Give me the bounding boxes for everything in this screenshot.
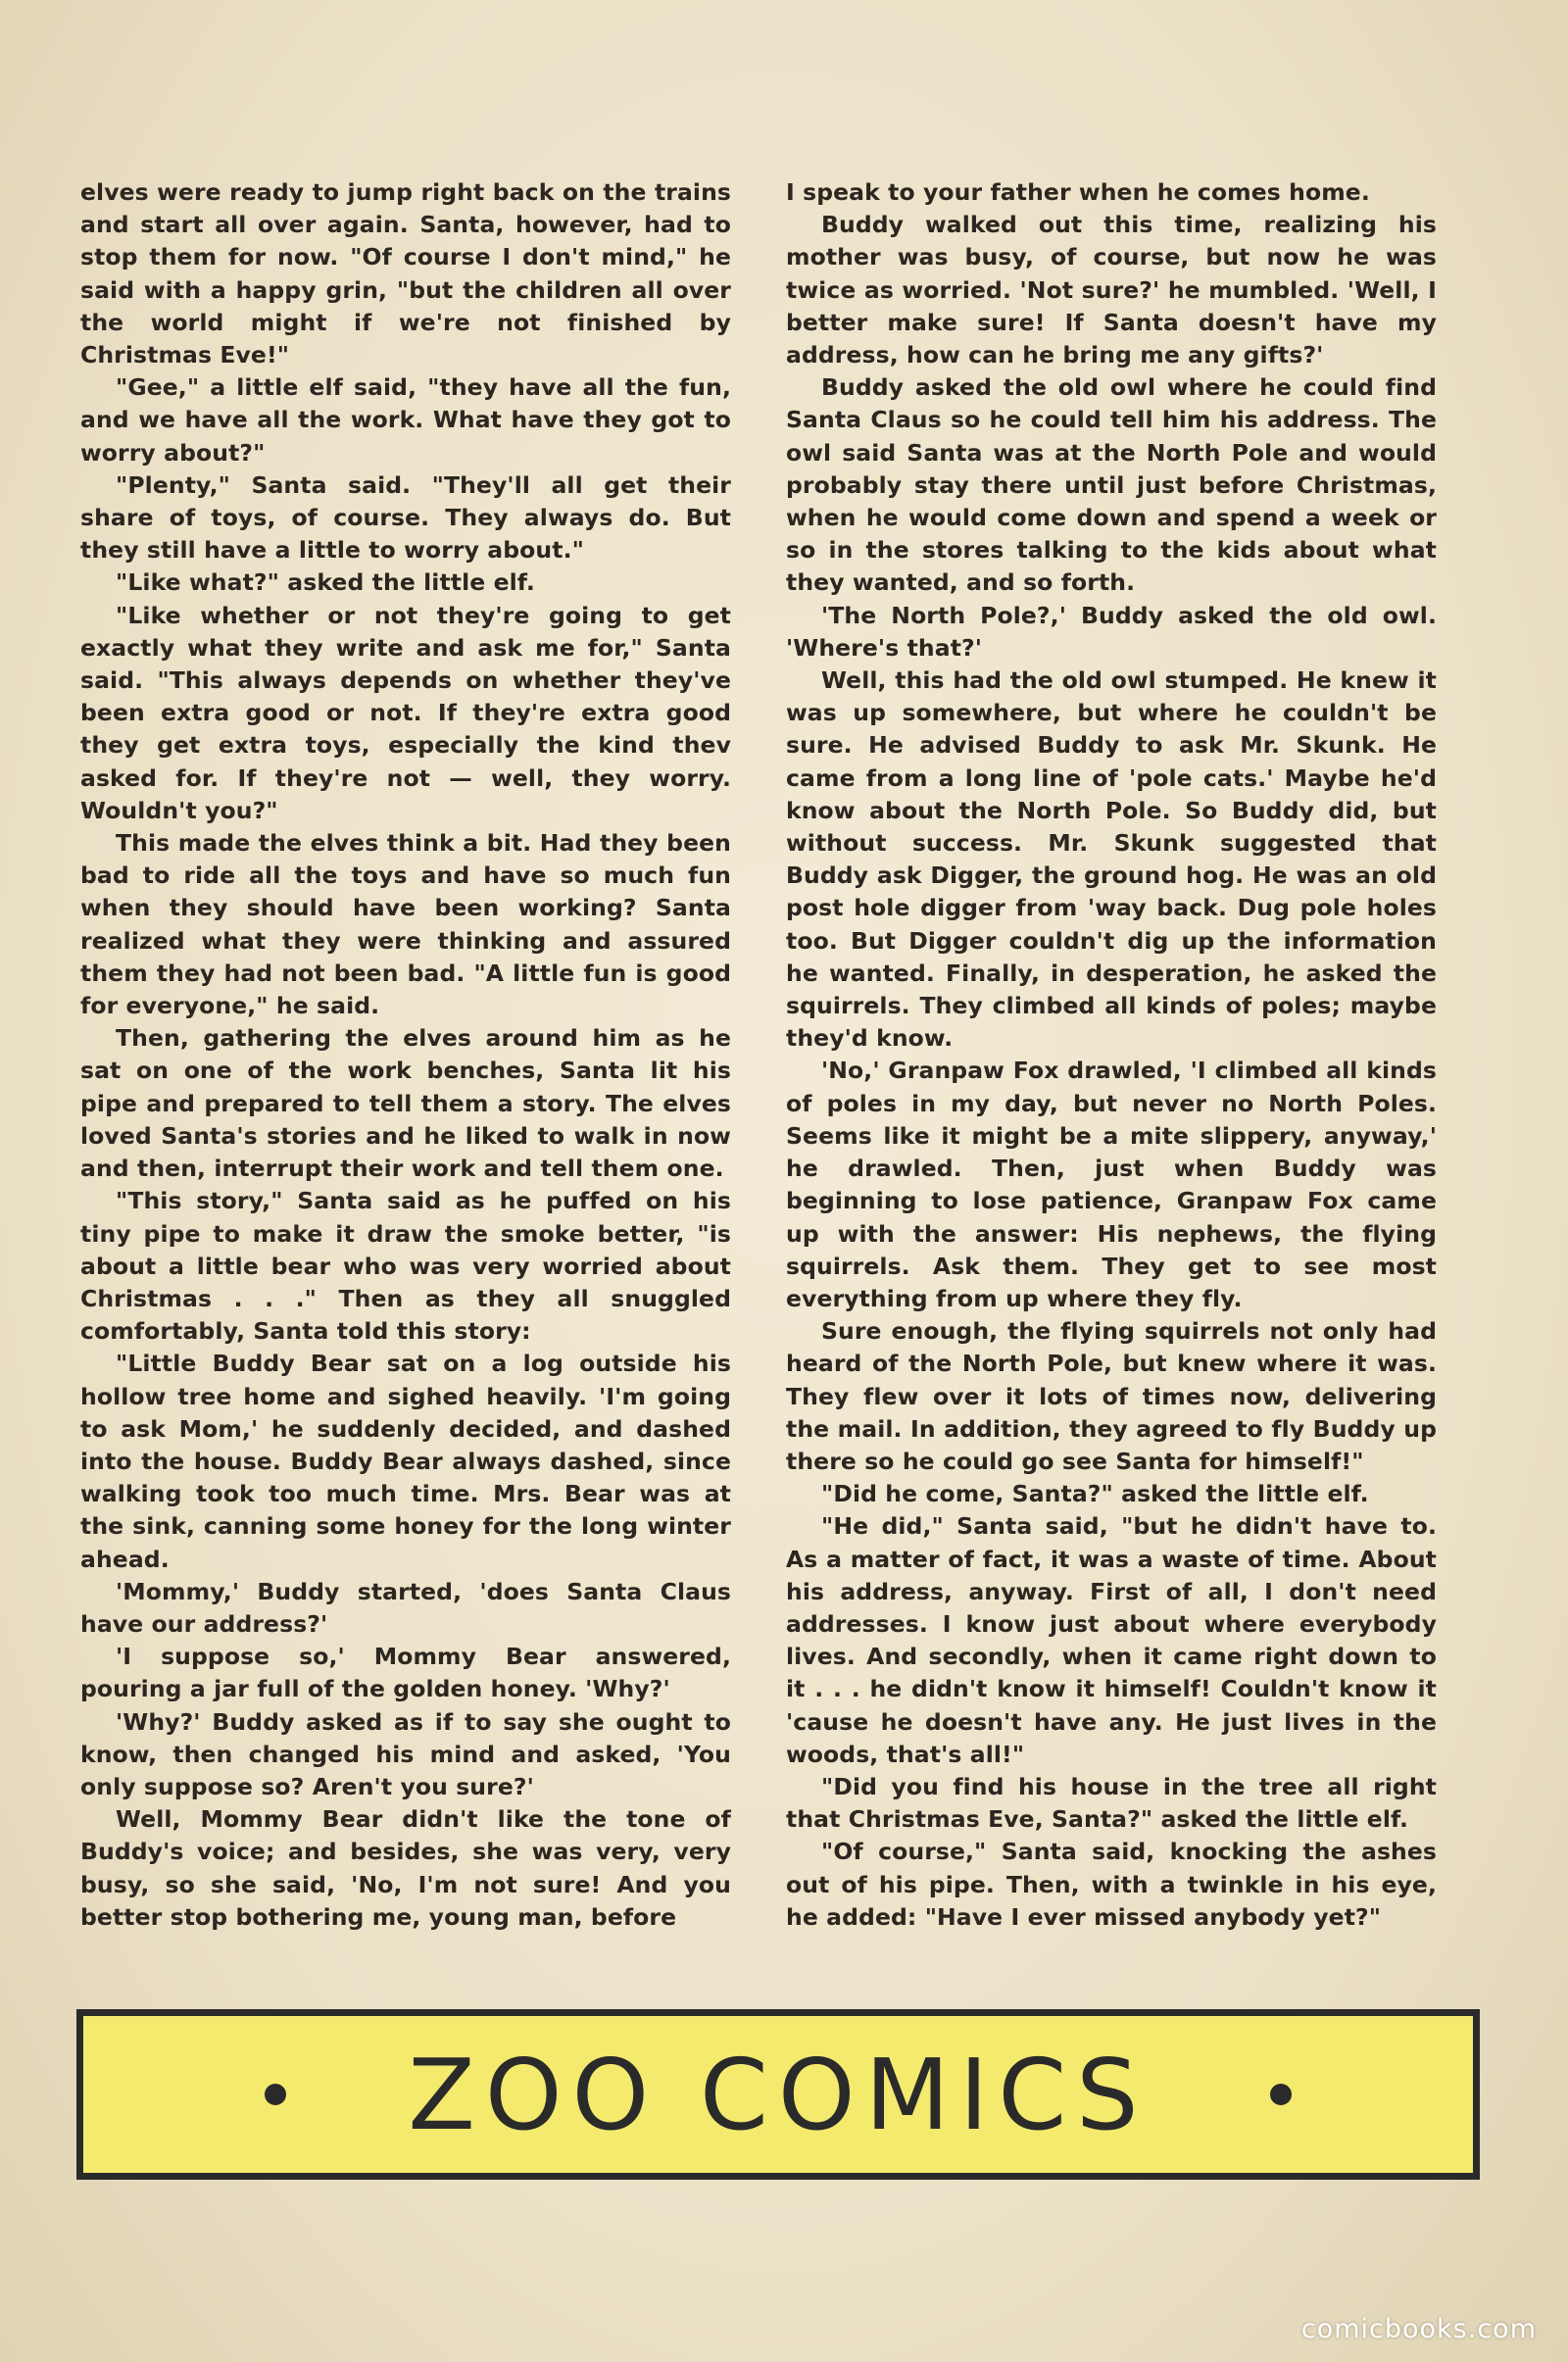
story-paragraph: 'I suppose so,' Mommy Bear answered, pouring a jar full of the golden honey. 'Why?' xyxy=(80,1643,731,1703)
story-paragraph: "Little Buddy Bear sat on a log outside his hollow tree home and sighed heavily. 'I'm going to ask Mom,' he suddenly decided, and dashed into the house. Buddy Bear always dashed, since walking took too much time. Mrs. Bear was at the sink, canning some honey for the long winter ahead. xyxy=(80,1350,731,1573)
story-paragraph: This made the elves think a bit. Had they been bad to ride all the toys and have so much fun when they should have been working? Santa realized what they were thinking and assured them they had not been bad. "A little fun is good for everyone," he said. xyxy=(80,829,731,1020)
story-paragraph: "Plenty," Santa said. "They'll all get their share of toys, of course. They always do. But they still have a little to worry about." xyxy=(80,470,731,565)
story-paragraph: "Gee," a little elf said, "they have all the fun, and we have all the work. What have they got to worry about?" xyxy=(80,373,731,467)
bullet-dot-right xyxy=(1270,2084,1292,2105)
story-column-right xyxy=(786,176,1437,1934)
story-paragraph: Well, Mommy Bear didn't like the tone of Buddy's voice; and besides, she was very, very busy, so she said, 'No, I'm not sure! And you better stop bothering me, young man, before xyxy=(80,1805,731,1931)
story-paragraph: 'Why?' Buddy asked as if to say she ought to know, then changed his mind and asked, 'You only suppose so? Aren't you sure?' xyxy=(80,1707,731,1800)
story-paragraph: Buddy asked the old owl where he could find Santa Claus so he could tell him his address. The owl said Santa was at the North Pole and would probably stay there until just before Christmas, when he would come down and spend a week or so in the stores talking to the kids about what they wanted, and so forth. xyxy=(786,373,1437,597)
story-paragraph: Then, gathering the elves around him as he sat on one of the work benches, Santa lit his pipe and prepared to tell them a story. The elves loved Santa's stories and he liked to walk in now and then, interrupt their work and tell them one. xyxy=(80,1024,731,1183)
story-paragraph: "Did you find his house in the tree all right that Christmas Eve, Santa?" asked the little elf. xyxy=(786,1772,1437,1834)
story-paragraph: 'No,' Granpaw Fox drawled, 'I climbed all kinds of poles in my day, but never no North Poles. Seems like it might be a mite slippery, anyway,' he drawled. Then, just when Buddy was beginning to lose patience, Granpaw Fox came up with the answer: His nephews, the flying squirrels. Ask them. They get to see most everything from up where they fly. xyxy=(786,1057,1437,1312)
story-paragraph: 'The North Pole?,' Buddy asked the old owl. 'Where's that?' xyxy=(786,601,1437,662)
story-paragraph: "Of course," Santa said, knocking the ashes out of his pipe. Then, with a twinkle in his eye, he added: "Have I ever missed anybody yet?" xyxy=(786,1838,1437,1931)
story-paragraph: Sure enough, the flying squirrels not only had heard of the North Pole, but knew where it was. They flew over it lots of times now, delivering the mail. In addition, they agreed to fly Buddy up there so he could go see Santa for himself!" xyxy=(786,1317,1437,1475)
banner-title: ZOO COMICS xyxy=(408,2037,1149,2152)
story-paragraph: "Like whether or not they're going to get exactly what they write and ask me for," Santa said. "This always depends on whether they've been extra good or not. If they're extra good they get extra toys, especially the kind thev asked for. If they're not — well, they worry. Wouldn't you?" xyxy=(80,601,731,824)
zoo-comics-banner xyxy=(76,2009,1480,2180)
story-paragraph: "This story," Santa said as he puffed on his tiny pipe to make it draw the smoke better, "is about a little bear who was very worried about Christmas . . ." Then as they all snuggled comfortably, Santa told this story: xyxy=(80,1187,731,1346)
site-watermark: comicbooks.com xyxy=(1300,2314,1537,2344)
continued-paragraph: elves were ready to jump right back on the trains and start all over again. Santa, however, had to stop them for now. "Of course I don't mind," he said with a happy grin, "but the children all over the world might if we're not finished by Christmas Eve!" xyxy=(80,178,731,369)
story-paragraph: "Did he come, Santa?" asked the little elf. xyxy=(821,1480,1369,1508)
story-paragraph: "He did," Santa said, "but he didn't have to. As a matter of fact, it was a waste of time. About his address, anyway. First of all, I don't need addresses. I know just about where everybody lives. And secondly, when it came right down to it . . . he didn't know it himself! Couldn't know it 'cause he doesn't have any. He just lives in the woods, that's all!" xyxy=(786,1512,1437,1768)
story-paragraph: "Like what?" asked the little elf. xyxy=(116,568,535,597)
bullet-dot-left xyxy=(265,2084,286,2105)
story-paragraph: 'Mommy,' Buddy started, 'does Santa Claus have our address?' xyxy=(80,1577,731,1638)
story-column-left xyxy=(80,176,731,1934)
story-paragraph: Well, this had the old owl stumped. He knew it was up somewhere, but where he couldn't be sure. He advised Buddy to ask Mr. Skunk. He came from a long line of 'pole cats.' Maybe he'd know about the North Pole. So Buddy did, but without success. Mr. Skunk suggested that Buddy ask Digger, the ground hog. He was an old post hole digger from 'way back. Dug pole holes too. But Digger couldn't dig up the information he wanted. Finally, in desperation, he asked the squirrels. They climbed all kinds of poles; maybe they'd know. xyxy=(786,666,1437,1053)
story-paragraph: Buddy walked out this time, realizing his mother was busy, of course, but now he was twice as worried. 'Not sure?' he mumbled. 'Well, I better make sure! If Santa doesn't have my address, how can he bring me any gifts?' xyxy=(786,211,1437,369)
continued-paragraph: I speak to your father when he comes home. xyxy=(786,178,1370,206)
